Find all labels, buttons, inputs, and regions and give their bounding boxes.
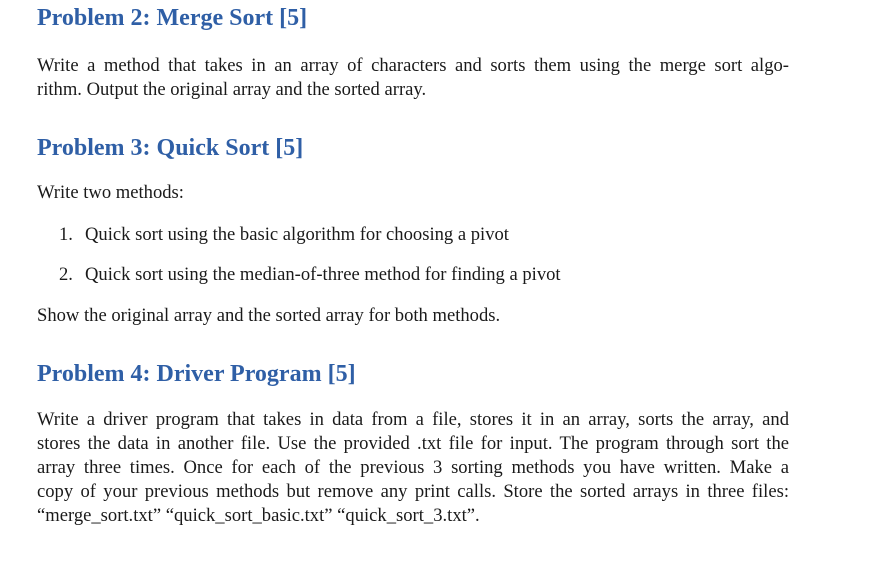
problem-2-line-2: rithm. Output the original array and the sorted array. [37, 79, 427, 100]
problem-2-heading: Problem 2: Merge Sort [5] [37, 5, 308, 31]
list-item-number: 2. [59, 264, 73, 285]
problem-4-line-1: Write a driver program that takes in data from a file, stores it in an array, sorts the array, and [37, 409, 789, 430]
problem-2-description [37, 54, 789, 102]
problem-4-line-5: “merge_sort.txt” “quick_sort_basic.txt” “quick_sort_3.txt”. [37, 505, 480, 526]
problem-3-method-list [59, 223, 561, 303]
problem-4-line-2: stores the data in another file. Use the provided .txt file for input. The program through sort the [37, 433, 789, 454]
problem-4-heading: Problem 4: Driver Program [5] [37, 361, 356, 387]
problem-3-heading: Problem 3: Quick Sort [5] [37, 135, 304, 161]
problem-4-description [37, 408, 789, 528]
list-item-text: Quick sort using the median-of-three method for finding a pivot [85, 264, 561, 285]
list-item [59, 223, 561, 247]
problem-2-line-1: Write a method that takes in an array of characters and sorts them using the merge sort algo- [37, 55, 789, 76]
problem-3-intro: Write two methods: [37, 182, 184, 203]
problem-4-line-4: copy of your previous methods but remove any print calls. Store the sorted arrays in three files: [37, 481, 789, 502]
list-item-number: 1. [59, 224, 73, 245]
problem-4-line-3: array three times. Once for each of the previous 3 sorting methods you have written. Make a [37, 457, 789, 478]
problem-3-outro: Show the original array and the sorted array for both methods. [37, 305, 501, 326]
list-item-text: Quick sort using the basic algorithm for choosing a pivot [85, 224, 509, 245]
list-item [59, 263, 561, 287]
